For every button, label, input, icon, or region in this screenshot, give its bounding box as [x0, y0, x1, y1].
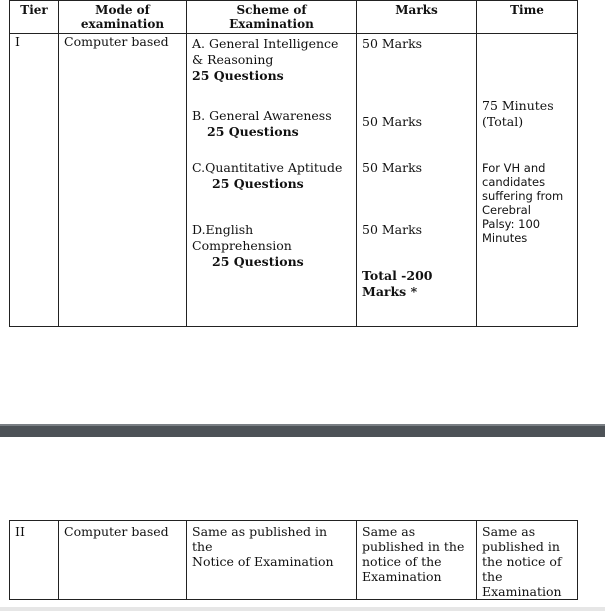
mode-cell: Computer based	[59, 34, 187, 327]
header-mode: Mode of examination	[59, 1, 187, 34]
header-tier: Tier	[10, 1, 59, 34]
section-d-questions: 25 Questions	[212, 254, 304, 269]
tier1-row	[10, 34, 578, 327]
tier2-time-cell: Same as published in the notice of the Examination	[477, 521, 578, 600]
time-vh: For VH and candidates suffering from Cerebral Palsy: 100 Minutes	[482, 161, 564, 245]
time-main: 75 Minutes (Total)	[482, 98, 554, 129]
tier-cell: I	[10, 34, 59, 327]
section-b-questions: 25 Questions	[207, 124, 299, 139]
section-d: D.English Comprehension 25 Questions	[192, 222, 352, 270]
bottom-edge	[0, 607, 605, 611]
marks-total: Total -200 Marks *	[362, 268, 433, 299]
tier2-tier-cell: II	[10, 521, 59, 600]
header-row	[10, 1, 578, 34]
tier2-table	[9, 520, 578, 600]
section-a: A. General Intelligence & Reasoning 25 Questions	[192, 36, 352, 84]
tier1-table	[9, 0, 578, 327]
header-scheme: Scheme of Examination	[187, 1, 357, 34]
section-c-questions: 25 Questions	[212, 176, 304, 191]
page-divider	[0, 424, 605, 437]
marks-a: 50 Marks	[362, 36, 423, 51]
section-a-questions: 25 Questions	[192, 68, 284, 83]
tier2-marks-cell: Same as published in the notice of the Examination	[357, 521, 477, 600]
tier2-scheme-cell: Same as published in the Notice of Examination	[187, 521, 357, 600]
tier2-row	[10, 521, 578, 600]
marks-cell	[357, 34, 477, 327]
marks-d: 50 Marks	[362, 222, 423, 237]
time-cell	[477, 34, 578, 327]
marks-c: 50 Marks	[362, 160, 423, 175]
scheme-cell	[187, 34, 357, 327]
header-marks: Marks	[357, 1, 477, 34]
marks-b: 50 Marks	[362, 114, 423, 129]
tier2-mode-cell: Computer based	[59, 521, 187, 600]
section-c: C.Quantitative Aptitude 25 Questions	[192, 160, 352, 192]
header-time: Time	[477, 1, 578, 34]
section-b: B. General Awareness 25 Questions	[192, 108, 352, 140]
